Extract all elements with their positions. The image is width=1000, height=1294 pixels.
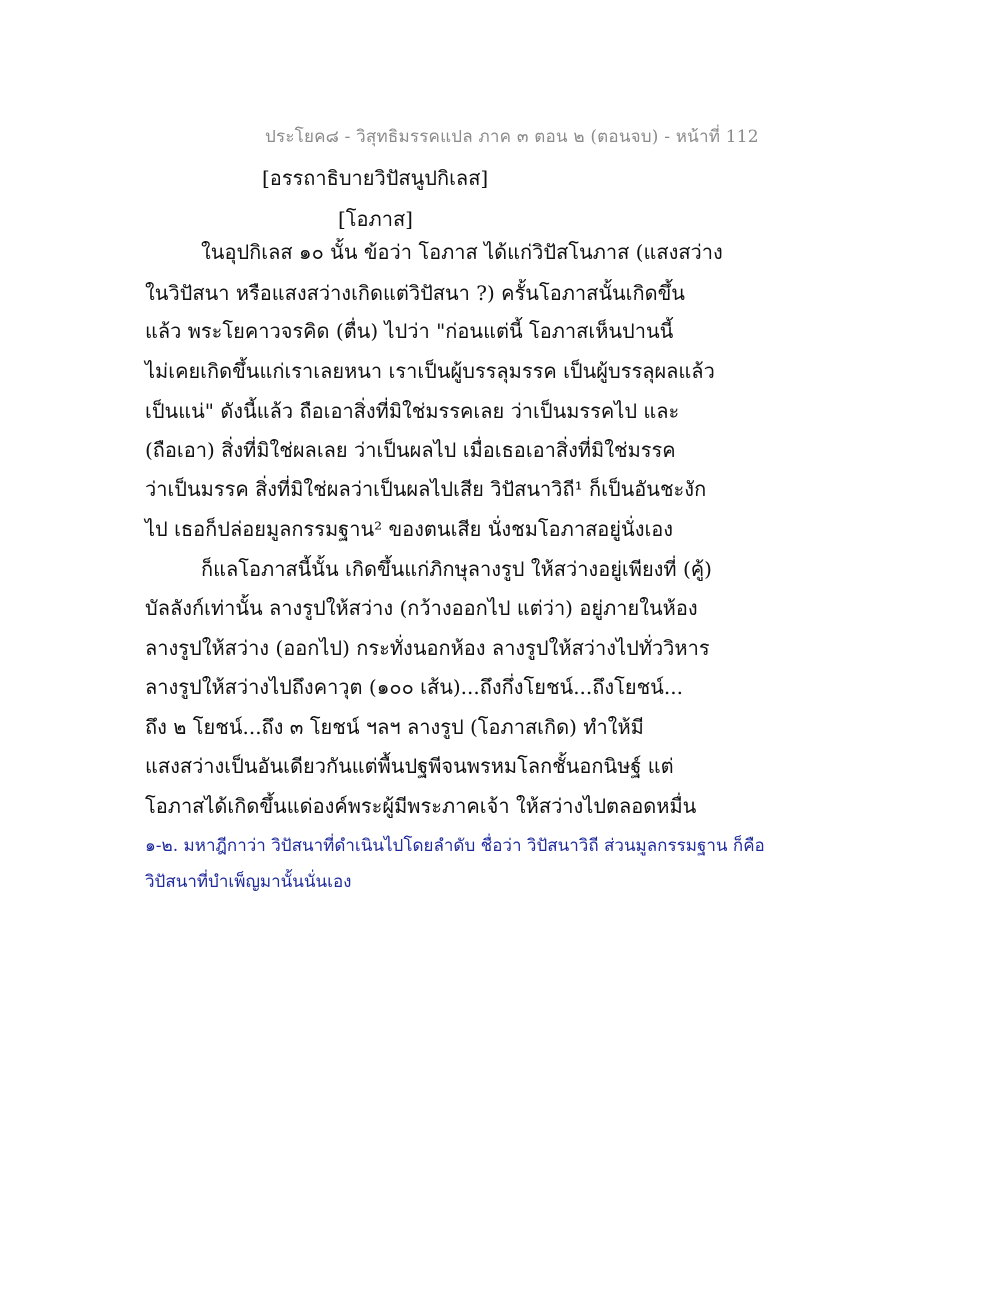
footnote-line: วิปัสนาที่บำเพ็ญมานั้นนั่นเอง (145, 872, 352, 892)
body-line: ไป เธอก็ปล่อยมูลกรรมฐาน² ของตนเสีย นั่งชมโอภาสอยู่นั่งเอง (145, 517, 674, 541)
footnote-line: ๑-๒. มหาฎีกาว่า วิปัสนาที่ดำเนินไปโดยลำดับ ชื่อว่า วิปัสนาวิถี ส่วนมูลกรรมฐาน ก็คือ (145, 836, 765, 856)
body-line: แล้ว พระโยคาวจรคิด (ตื่น) ไปว่า "ก่อนแต่นี้ โอภาสเห็นปานนี้ (145, 319, 674, 343)
body-line: ในวิปัสนา หรือแสงสว่างเกิดแต่วิปัสนา ?) ครั้นโอภาสนั้นเกิดขึ้น (145, 281, 685, 305)
body-line: บัลลังก์เท่านั้น ลางรูปให้สว่าง (กว้างออกไป แต่ว่า) อยู่ภายในห้อง (145, 596, 698, 620)
body-line: แสงสว่างเป็นอันเดียวกันแต่พื้นปฐพีจนพรหมโลกชั้นอกนิษฐ์ แต่ (145, 754, 674, 778)
body-line: ถึง ๒ โยชน์...ถึง ๓ โยชน์ ฯลฯ ลางรูป (โอภาสเกิด) ทำให้มี (145, 715, 644, 739)
body-line: (ถือเอา) สิ่งที่มิใช่ผลเลย ว่าเป็นผลไป เมื่อเธอเอาสิ่งที่มิใช่มรรค (145, 438, 676, 462)
body-line: ลางรูปให้สว่างไปถึงคาวุต (๑๐๐ เส้น)...ถึงกึ่งโยชน์...ถึงโยชน์... (145, 675, 683, 699)
body-line: โอภาสได้เกิดขึ้นแด่องค์พระผู้มีพระภาคเจ้า ให้สว่างไปตลอดหมื่น (145, 794, 697, 818)
subsection-heading: [โอภาส] (338, 207, 413, 231)
body-line: ไม่เคยเกิดขึ้นแก่เราเลยหนา เราเป็นผู้บรรลุมรรค เป็นผู้บรรลุผลแล้ว (145, 359, 715, 383)
body-line: ว่าเป็นมรรค สิ่งที่มิใช่ผลว่าเป็นผลไปเสีย วิปัสนาวิถี¹ ก็เป็นอันชะงัก (145, 477, 707, 501)
body-line: ก็แลโอภาสนี้นั้น เกิดขึ้นแก่ภิกษุลางรูป ให้สว่างอยู่เพียงที่ (คู้) (201, 557, 712, 581)
running-header: ประโยค๘ - วิสุทธิมรรคแปล ภาค ๓ ตอน ๒ (ตอนจบ) - หน้าที่ 112 (265, 127, 759, 147)
body-line: เป็นแน่" ดังนี้แล้ว ถือเอาสิ่งที่มิใช่มรรคเลย ว่าเป็นมรรคไป และ (145, 399, 680, 423)
body-line: ลางรูปให้สว่าง (ออกไป) กระทั่งนอกห้อง ลางรูปให้สว่างไปทั่ววิหาร (145, 636, 710, 660)
section-heading: [อรรถาธิบายวิปัสนูปกิเลส] (262, 166, 489, 190)
body-line: ในอุปกิเลส ๑๐ นั้น ข้อว่า โอภาส ได้แก่วิปัสโนภาส (แสงสว่าง (201, 240, 723, 264)
